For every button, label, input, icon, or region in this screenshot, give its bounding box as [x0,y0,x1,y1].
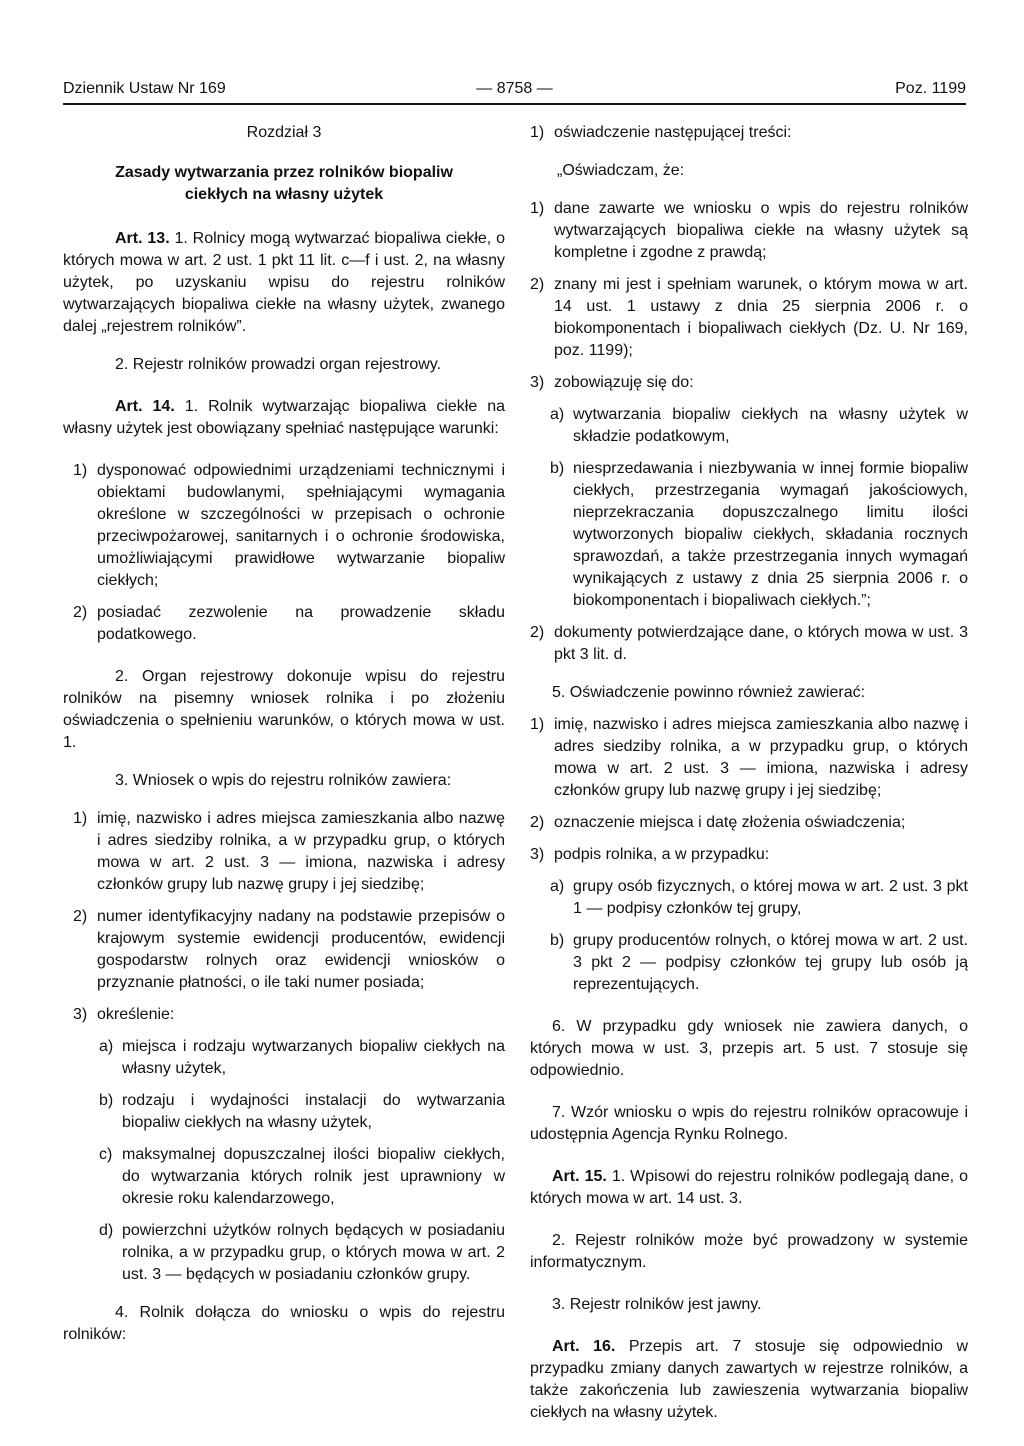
declaration-item [530,372,968,394]
left-column [63,122,505,1346]
art15-paragraph-3: 3. Rejestr rolników jest jawny. [552,1296,762,1313]
list-item [530,122,968,144]
art14-paragraph-1 [63,396,505,440]
list-item [63,602,505,646]
sub-list-item [530,876,968,920]
item-letter: c) [99,1146,113,1163]
art14-p1-text: 1. Rolnik wytwarzając biopaliwa ciekłe na własny użytek jest obowiązany spełniać następujące warunki: [63,398,505,437]
art14-paragraph-7: 7. Wzór wniosku o wpis do rejestru rolników opracowuje i udostępnia Agencja Rynku Rolnego. [530,1104,968,1143]
item-number: 2) [530,276,545,293]
sub-list-item [530,930,968,996]
art14-paragraph-6: 6. W przypadku gdy wniosek nie zawiera danych, o których mowa w ust. 3, przepis art. 5 ust. 7 stosuje się odpowiednio. [530,1018,968,1079]
item-text: grupy osób fizycznych, o której mowa w art. 2 ust. 3 pkt 1 — podpisy członków tej grupy, [573,878,968,917]
item-text: zobowiązuję się do: [554,374,694,391]
journal-name: Dziennik Ustaw Nr 169 [63,80,226,97]
item-text: podpis rolnika, a w przypadku: [554,846,770,863]
sub-list-item [63,1090,505,1134]
list-item [63,1004,505,1026]
item-number: 1) [530,200,545,217]
right-column [530,122,968,1424]
item-number: 1) [530,124,545,141]
item-text: dokumenty potwierdzające dane, o których mowa w ust. 3 pkt 3 lit. d. [554,624,968,663]
item-text: numer identyfikacyjny nadany na podstawie przepisów o krajowym systemie ewidencji producentów, ewidencji gospodarstw rolnych oraz ewidencji wniosków o przyznanie płatności, o ile taki numer posiada; [97,908,505,991]
art14-paragraph-3: 3. Wniosek o wpis do rejestru rolników zawiera: [115,772,452,789]
item-text: imię, nazwisko i adres miejsca zamieszkania albo nazwę i adres siedziby rolnika, a w przypadku grup, o których mowa w art. 2 ust. 3 — imiona, nazwiska i adresy członków grupy lub nazwę grupy i jej siedzibę; [554,716,968,799]
art13-paragraph-2: 2. Rejestr rolników prowadzi organ rejestrowy. [115,356,442,373]
item-text: niesprzedawania i niezbywania w innej formie biopaliw ciekłych, przestrzegania wymagań jakościowych, nieprzekraczania dopuszczalnego limitu ilości wytworzonych biopaliw ciekłych, składania rocznych sprawozdań, a także przestrzegania innych wymagań wynikających z ustawy z dnia 25 sierpnia 2006 r. o biokomponentach i biopaliwach ciekłych.”; [573,460,968,609]
item-text: dysponować odpowiednimi urządzeniami technicznymi i obiektami budowlanymi, spełniającymi wymagania określone w szczególności w przepisach o ochronie przeciwpożarowej, sanitarnych i o ochronie środowiska, umożliwiającymi prawidłowe wytwarzanie biopaliw ciekłych; [97,462,505,589]
sub-list-item [63,1144,505,1210]
item-number: 2) [73,604,88,621]
item-letter: b) [550,460,565,477]
list-item [63,906,505,994]
item-text: imię, nazwisko i adres miejsca zamieszkania albo nazwę i adres siedziby rolnika, a w przypadku grup, o których mowa w art. 2 ust. 3 — imiona, nazwiska i adresy członków grupy lub nazwę grupy i jej siedzibę; [97,810,505,893]
item-text: dane zawarte we wniosku o wpis do rejestru rolników wytwarzających biopaliwa ciekłe na własny użytek są kompletne i zgodne z prawdą; [554,200,968,261]
art15-paragraph-1 [530,1166,968,1210]
item-letter: a) [550,406,565,423]
art14-paragraph-5: 5. Oświadczenie powinno również zawierać: [552,684,866,701]
item-text: rodzaju i wydajności instalacji do wytwarzania biopaliw ciekłych na własny użytek, [122,1092,505,1131]
item-letter: d) [99,1222,114,1239]
page-number: — 8758 — [476,80,553,97]
declaration-item [530,274,968,362]
item-letter: b) [99,1092,114,1109]
list-item [530,844,968,866]
declaration-item [530,198,968,264]
item-letter: a) [550,878,565,895]
art13-label: Art. 13. [115,230,170,247]
item-letter: a) [99,1038,114,1055]
art16-text: Przepis art. 7 stosuje się odpowiednio w przypadku zmiany danych zawartych w rejestrze rolników, a także zakończenia lub zawieszenia wytwarzania biopaliw ciekłych na własny użytek. [530,1338,968,1421]
declaration-opening: „Oświadczam, że: [557,162,685,179]
list-item [530,622,968,666]
list-item [530,812,968,834]
art15-paragraph-2: 2. Rejestr rolników może być prowadzony w systemie informatycznym. [530,1232,968,1271]
item-number: 1) [530,716,545,733]
item-number: 3) [73,1006,88,1023]
art14-label: Art. 14. [115,398,175,415]
item-text: oznaczenie miejsca i datę złożenia oświadczenia; [554,814,906,831]
item-text: wytwarzania biopaliw ciekłych na własny użytek w składzie podatkowym, [573,406,968,445]
art14-paragraph-2: 2. Organ rejestrowy dokonuje wpisu do rejestru rolników na pisemny wniosek rolnika i po złożeniu oświadczenia o spełnieniu warunków, o których mowa w ust. 1. [63,668,505,751]
item-letter: b) [550,932,565,949]
item-text: maksymalnej dopuszczalnej ilości biopaliw ciekłych, do wytwarzania których rolnik jest uprawniony w okresie roku kalendarzowego, [122,1146,505,1207]
list-item [63,808,505,896]
item-number: 3) [530,846,545,863]
item-text: posiadać zezwolenie na prowadzenie składu podatkowego. [97,604,505,643]
item-text: oświadczenie następującej treści: [554,124,792,141]
item-number: 2) [530,624,545,641]
header-rule [63,103,966,105]
item-text: znany mi jest i spełniam warunek, o którym mowa w art. 14 ust. 1 ustawy z dnia 25 sierpnia 2006 r. o biokomponentach i biopaliwach ciekłych (Dz. U. Nr 169, poz. 1199); [554,276,968,359]
art16-label: Art. 16. [552,1338,616,1355]
item-number: 2) [73,908,88,925]
position-number: Poz. 1199 [895,80,966,97]
item-number: 2) [530,814,545,831]
art16-paragraph [530,1336,968,1424]
art13-paragraph-1 [63,228,505,338]
item-number: 1) [73,462,88,479]
sub-list-item [63,1220,505,1286]
item-text: grupy producentów rolnych, o której mowa w art. 2 ust. 3 pkt 2 — podpisy członków tej grupy lub osób ją reprezentujących. [573,932,968,993]
page-header [63,79,966,101]
list-item [63,460,505,592]
item-text: miejsca i rodzaju wytwarzanych biopaliw ciekłych na własny użytek, [122,1038,505,1077]
item-number: 1) [73,810,88,827]
declaration-sub-item [530,404,968,448]
art14-paragraph-4: 4. Rolnik dołącza do wniosku o wpis do rejestru rolników: [63,1304,505,1343]
item-text: powierzchni użytków rolnych będących w posiadaniu rolnika, a w przypadku grup, o których mowa w art. 2 ust. 3 — będących w posiadaniu członków grupy. [122,1222,505,1283]
chapter-number: Rozdział 3 [246,124,322,141]
sub-list-item [63,1036,505,1080]
art15-label: Art. 15. [552,1168,607,1185]
art13-p1-text: 1. Rolnicy mogą wytwarzać biopaliwa ciekłe, o których mowa w art. 2 ust. 1 pkt 11 lit. c—f i ust. 2, na własny użytek, po uzyskaniu wpisu do rejestru rolników wytwarzających biopaliwa ciekłe na własny użytek, zwanego dalej „rejestrem rolników”. [63,230,505,335]
art15-p1-text: 1. Wpisowi do rejestru rolników podlegają dane, o których mowa w art. 14 ust. 3. [530,1168,968,1207]
item-text: określenie: [97,1006,175,1023]
item-number: 3) [530,374,545,391]
declaration-sub-item [530,458,968,612]
chapter-title: Zasady wytwarzania przez rolników biopaliw ciekłych na własny użytek [115,164,453,203]
list-item [530,714,968,802]
